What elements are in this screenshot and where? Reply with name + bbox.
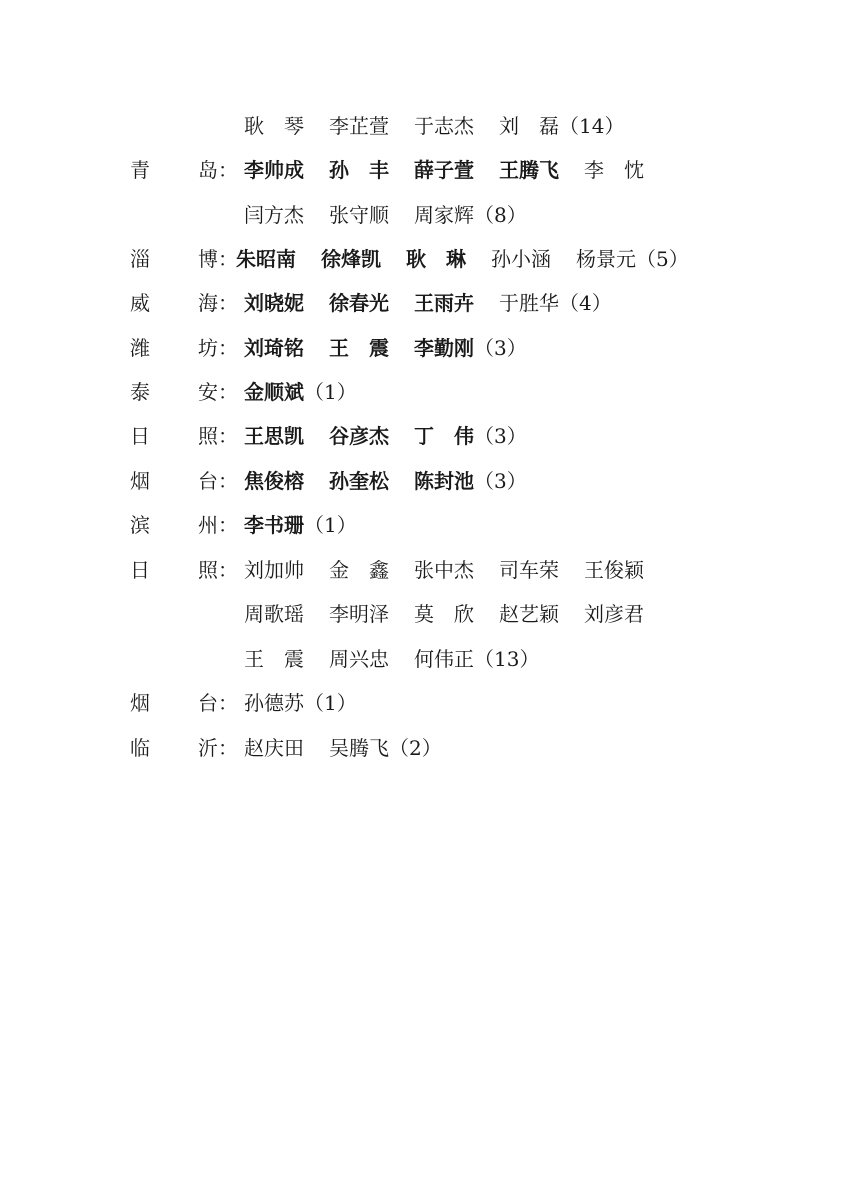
person-name: 陈封池	[414, 469, 474, 493]
city-label	[130, 466, 245, 496]
city-char-1: 滨	[130, 513, 150, 537]
person-name: 焦俊榕	[244, 469, 304, 493]
city-char-1: 泰	[130, 380, 150, 404]
city-char-2: 照：	[198, 558, 238, 582]
person-name: 刘晓妮	[244, 291, 304, 315]
city-char-2: 海：	[198, 291, 238, 315]
city-char-1: 日	[130, 424, 150, 448]
person-name: 王 震	[329, 336, 389, 360]
person-name: 司车荣	[499, 558, 559, 582]
person-name: 薛子萱	[414, 158, 474, 182]
person-name: 于志杰	[414, 114, 474, 138]
city-label	[130, 510, 245, 540]
person-name: 丁 伟	[414, 424, 474, 448]
city-char-2: 沂：	[198, 736, 238, 760]
names-group	[244, 155, 669, 185]
person-name: 耿 琴	[244, 114, 304, 138]
names-group	[236, 244, 689, 274]
count-label: （1）	[304, 380, 357, 404]
city-label	[130, 688, 245, 718]
city-label	[130, 733, 245, 763]
person-name: 李 忱	[584, 158, 644, 182]
city-char-1: 青	[130, 158, 150, 182]
city-label	[130, 111, 245, 141]
person-name: 孙德苏	[244, 691, 304, 715]
person-name: 莫 欣	[414, 602, 474, 626]
city-label	[130, 288, 245, 318]
person-name: 于胜华	[499, 291, 559, 315]
person-name: 张守顺	[329, 203, 389, 227]
names-group	[244, 733, 442, 763]
names-group	[244, 510, 357, 540]
count-label: （13）	[474, 647, 540, 671]
city-label	[130, 333, 245, 363]
city-label	[130, 244, 245, 274]
names-group	[244, 555, 669, 585]
person-name: 李芷萱	[329, 114, 389, 138]
person-name: 孙 丰	[329, 158, 389, 182]
city-char-1: 烟	[130, 469, 150, 493]
person-name: 王俊颖	[584, 558, 644, 582]
count-label: （2）	[389, 736, 442, 760]
person-name: 王 震	[244, 647, 304, 671]
person-name: 李书珊	[244, 513, 304, 537]
city-char-2: 州：	[198, 513, 238, 537]
person-name: 刘彦君	[584, 602, 644, 626]
person-name: 何伟正	[414, 647, 474, 671]
person-name: 孙小涵	[491, 247, 551, 271]
person-name: 赵庆田	[244, 736, 304, 760]
city-char-1: 潍	[130, 336, 150, 360]
city-char-2: 照：	[198, 424, 238, 448]
person-name: 吴腾飞	[329, 736, 389, 760]
person-name: 徐烽凯	[321, 247, 381, 271]
person-name: 朱昭南	[236, 247, 296, 271]
person-name: 周歌瑶	[244, 602, 304, 626]
person-name: 刘琦铭	[244, 336, 304, 360]
city-label	[130, 555, 245, 585]
names-group	[244, 688, 357, 718]
person-name: 王雨卉	[414, 291, 474, 315]
city-char-1: 临	[130, 736, 150, 760]
names-group	[244, 111, 624, 141]
person-name: 周家辉	[414, 203, 474, 227]
person-name: 闫方杰	[244, 203, 304, 227]
count-label: （3）	[474, 336, 527, 360]
city-char-2: 博：	[198, 247, 238, 271]
person-name: 王腾飞	[499, 158, 559, 182]
city-char-2: 安：	[198, 380, 238, 404]
count-label: （8）	[474, 203, 527, 227]
person-name: 孙奎松	[329, 469, 389, 493]
names-group	[244, 421, 527, 451]
names-group	[244, 466, 527, 496]
person-name: 李明泽	[329, 602, 389, 626]
person-name: 谷彦杰	[329, 424, 389, 448]
city-char-1: 威	[130, 291, 150, 315]
city-char-1: 淄	[130, 247, 150, 271]
names-group	[244, 644, 539, 674]
person-name: 赵艺颖	[499, 602, 559, 626]
city-char-2: 岛：	[198, 158, 238, 182]
person-name: 刘 磊	[499, 114, 559, 138]
names-group	[244, 599, 669, 629]
city-char-2: 台：	[198, 469, 238, 493]
city-label	[130, 155, 245, 185]
names-group	[244, 333, 527, 363]
count-label: （1）	[304, 691, 357, 715]
names-group	[244, 377, 357, 407]
person-name: 金 鑫	[329, 558, 389, 582]
names-group	[244, 288, 612, 318]
count-label: （3）	[474, 469, 527, 493]
count-label: （14）	[559, 114, 625, 138]
city-label	[130, 200, 245, 230]
city-char-2: 台：	[198, 691, 238, 715]
names-group	[244, 200, 527, 230]
city-char-2: 坊：	[198, 336, 238, 360]
city-char-1: 日	[130, 558, 150, 582]
person-name: 王思凯	[244, 424, 304, 448]
city-label	[130, 421, 245, 451]
person-name: 李勤刚	[414, 336, 474, 360]
count-label: （5）	[636, 247, 689, 271]
person-name: 张中杰	[414, 558, 474, 582]
person-name: 周兴忠	[329, 647, 389, 671]
count-label: （3）	[474, 424, 527, 448]
count-label: （4）	[559, 291, 612, 315]
person-name: 徐春光	[329, 291, 389, 315]
city-label	[130, 644, 245, 674]
city-label	[130, 599, 245, 629]
person-name: 李帅成	[244, 158, 304, 182]
person-name: 刘加帅	[244, 558, 304, 582]
city-char-1: 烟	[130, 691, 150, 715]
person-name: 耿 琳	[406, 247, 466, 271]
person-name: 杨景元	[576, 247, 636, 271]
city-label	[130, 377, 245, 407]
person-name: 金顺斌	[244, 380, 304, 404]
count-label: （1）	[304, 513, 357, 537]
